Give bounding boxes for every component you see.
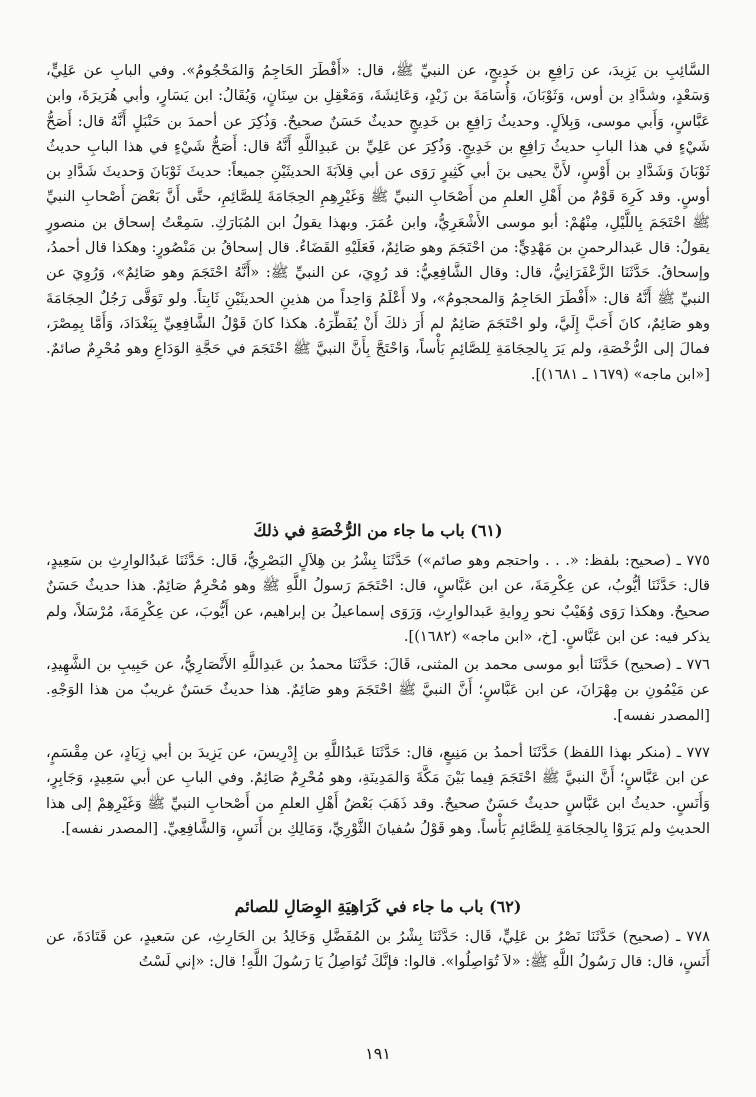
hadith-777: ٧٧٧ ـ (منكر بهذا اللفظ) حَدَّثَنَا أحمدُ بن مَنِيعٍ، قال: حَدَّثَنَا عَبدُاللَّهِ بن إِدْرِيسَ، عن يَزِيدَ بن أبي زِيَادٍ، عن مِقْسَمٍ، عن ابن عَبَّاسٍ؛ أَنَّ النبيَّ ﷺ احْتَجَمَ فِيما بَيْنَ مَكَّةَ وَالمَدِينَةِ، وهو مُحْرِمٌ صَائِمٌ. وفي البابِ عن أبي سَعِيدٍ، وَجَابِرٍ، وَأَنَسٍ. حديثُ ابن عَبَّاسٍ حديثٌ حَسَنٌ صحيحٌ. وقد ذَهَبَ بَعْضُ أَهْلِ العلمِ من أَصْحابِ النبيِّ ﷺ وَغَيْرِهِمْ إلى هذا الحديثِ ولم يَرَوْا بِالحِجَامَةِ لِلصَّائِمِ بَأْساً. وهو قَوْلُ سُفيانَ الثَّوْرِيِّ، وَمَالِكِ بن أَنَسٍ، وَالشَّافِعِيِّ. [المصدر نفسه]. [46, 744, 710, 837]
chapter-heading-62: (٦٢) باب ما جاء في كَرَاهِيَةِ الوِصَالِ للصائم [234, 897, 522, 916]
paragraph-continuation: السَّائِبِ بن يَزِيدَ، عن رَافِعِ بن خَدِيجٍ، عن النبيِّ ﷺ، قال: «أَفْطَرَ الحَاجِمُ وَالمَحْجُومُ». وفي البابِ عن عَلِيٍّ، وَسَعْدٍ، وشدَّادِ بن أوس، وَثَوْبَانَ، وَأُسَامَةَ بن زَيْدٍ، وَعَائِشَةَ، وَمَعْقِلِ بن سِنَانٍ، وَيُقَالُ: ابن يَسَارٍ، وأبي هُرَيرَةَ، وابن عَبَّاسٍ، وَأَبي موسى، وَبِلاَلٍ. وحديثُ رَافِعِ بن خَدِيجٍ حديثٌ حَسَنٌ صحيحٌ. وَذُكِرَ عن أحمدَ بن حَنْبَلٍ أَنَّهُ قال: أَصَحُّ شَيْءٍ في هذا البابِ حديثُ رَافِعِ بن خَدِيجٍ. وَذُكِرَ عن عَلِيِّ بن عَبدِاللَّهِ أَنَّهُ قال: أَصَحُّ شَيْءٍ في هذا البابِ حديثُ ثَوْبَانَ وَشَدَّادِ بن أَوْسٍ، لأَنَّ يحيى بنَ أبي كَثِيرٍ رَوَى عن أبي قِلاَبَةَ الحديثَيْنِ جميعاً: حديثَ ثَوْبَانَ وَحديثَ شَدَّادِ بن أوسٍ. وقد كَرِهَ قَوْمٌ من أَهْلِ العلمِ من أَصْحَابِ النبيِّ ﷺ وَغَيْرِهِمِ الحِجَامَةَ لِلصَّائِمِ، حتَّى أَنَّ بَعْضَ أَصْحابِ النبيِّ ﷺ احْتَجَمَ بِاللَّيْلِ، مِنْهُمْ: أبو موسى الأَشْعَرِيُّ، وابن عُمَرَ. وبهذا يقولُ ابن المُبَارَكِ. سَمِعْتُ إسحاق بن منصورٍ يقولُ: قال عَبدالرحمنِ بن مَهْدِيٍّ: من احْتَجَمَ وهو صَائِمٌ، فَعَلَيْهِ القَضَاءُ. قال إسحاقُ بن مَنْصُورٍ: وهكذا قال أحمدُ، وإسحاقُ. حَدَّثَنَا الزَّعْفَرَانِيُّ، قال: وقال الشَّافِعِيُّ: قد رُوِيَ، عن النبيِّ ﷺ: «أَنَّهُ احْتَجَمَ وهو صَائِمٌ»، وَرُوِيَ عن النبيِّ ﷺ أَنَّهُ قال: «أَفْطَرَ الحَاجِمُ وَالمحجومُ»، ولا أَعْلَمُ وَاحِداً من هذينِ الحديثَيْنِ ثَابِتاً. ولو تَوَقَّى رَجُلٌ الحِجَامَةَ وهو صَائِمٌ، كانَ أَحَبَّ إِلَيَّ، ولو احْتَجَمَ صَائِمٌ لم أَرَ ذلكَ أَنْ يُفَطِّرَهُ. هكذا كانَ قَوْلُ الشَّافِعِيِّ بِبَغْدَادَ، وَأَمَّا بِمِصْرَ، فمالَ إلى الرُّخْصَةِ، ولم يَرَ بِالحِجَامَةِ لِلصَّائِمِ بَأْساً، وَاحْتَجَّ بِأَنَّ النبيَّ ﷺ احْتَجَمَ في حَجَّةِ الوَدَاعِ وهو مُحْرِمٌ صائمٌ. [«ابن ماجه» (١٦٧٩ ـ ١٦٨١)]. [46, 62, 710, 383]
hadith-775: ٧٧٥ ـ (صحيح: بلفظ: «. . . واحتجم وهو صائم») حَدَّثَنَا بِشْرُ بن هِلاَلٍ البَصْرِيُّ، قَال: حَدَّثَنَا عَبدُالوارِثِ بن سَعِيدٍ، قال: حَدَّثَنَا أيُّوبُ، عن عِكْرِمَةَ، عن ابن عَبَّاسٍ، قال: احْتَجَمَ رَسولُ اللَّهِ ﷺ وهو مُحْرِمٌ صَائِمٌ. هذا حديثٌ حَسَنٌ صحيحٌ. وهكذا رَوَى وُهَيْبٌ نحو رِوايةِ عَبدالوارِثِ، وَرَوَى إسماعيلُ بن إبراهيم، عن أَيُّوبَ، عن عِكْرِمَةَ، مُرْسَلاً، ولم يذكر فيه: عن ابن عَبَّاسٍ. [خ، «ابن ماجه» (١٦٨٢)]. [46, 552, 710, 645]
hadith-778: ٧٧٨ ـ (صحيح) حَدَّثَنَا نَصْرُ بن عَلِيٍّ، قَال: حَدَّثَنَا بِشْرُ بن المُفَضَّلِ وَخَالِدُ بن الحَارِثِ، عن سَعيدٍ، عن قَتَادَةَ، عن أَنَسٍ، قال: قال رَسُولُ اللَّهِ ﷺ: «لاَ تُوَاصِلُوا». قالوا: فإنَّكَ تُوَاصِلُ يَا رَسُولَ اللَّهِ! قال: «إني لَسْتُ [46, 928, 710, 971]
page-number: ١٩١ [365, 1044, 391, 1063]
chapter-heading-61: (٦١) باب ما جاء من الرُّخْصَةِ في ذلكَ [253, 521, 503, 540]
hadith-776: ٧٧٦ ـ (صحيح) حَدَّثَنَا أبو موسى محمد بن المثنى، قَالَ: حَدَّثَنَا محمدُ بن عَبدِاللَّهِ الأَنْصَارِيُّ، عن حَبِيبِ بن الشَّهِيدِ، عن مَيْمُونِ بن مِهْرَانَ، عن ابن عَبَّاسٍ؛ أَنَّ النبيَّ ﷺ احْتَجَمَ وهو صَائِمٌ. هذا حديثٌ حَسَنٌ غريبٌ من هذا الوَجْهِ. [المصدر نفسه]. [46, 656, 710, 724]
